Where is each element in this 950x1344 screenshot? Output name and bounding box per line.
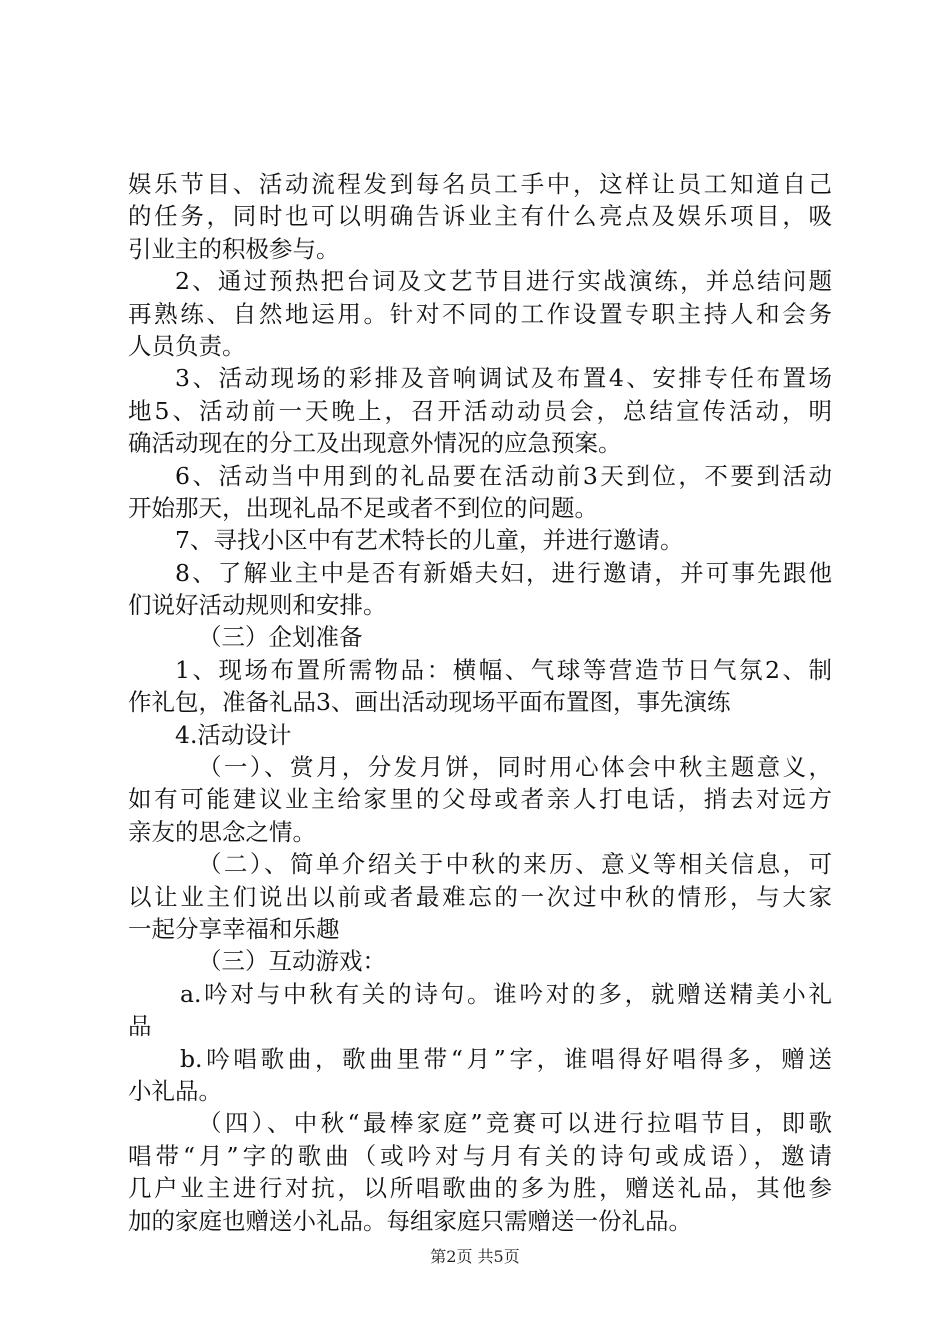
text-line: 引业主的积极参与。 [128,234,340,263]
text-line: 开始那天，出现礼品不足或者不到位的问题。 [128,493,598,522]
text-line: b.吟唱歌曲，歌曲里带“月”字，谁唱得好唱得多，赠送 [180,1044,832,1073]
text-line: 1、现场布置所需物品：横幅、气球等营造节日气氛2、制 [175,655,832,684]
page-footer: 第2页 共5页 [430,1247,520,1266]
text-line: 7、寻找小区中有艺术特长的儿童，并进行邀请。 [175,526,684,555]
text-line: 人员负责。 [128,331,246,360]
text-line: （一）、赏月，分发月饼，同时用心体会中秋主题意义， [198,753,832,782]
text-line: 加的家庭也赠送小礼品。每组家庭只需赠送一份礼品。 [128,1206,692,1235]
text-line: 6、活动当中用到的礼品要在活动前3天到位，不要到活动 [175,461,832,490]
document-body [128,168,832,1237]
text-line: 3、活动现场的彩排及音响调试及布置4、安排专任布置场 [175,364,832,393]
text-line: 确活动现在的分工及出现意外情况的应急预案。 [128,429,622,458]
text-line: 如有可能建议业主给家里的父母或者亲人打电话，捎去对远方 [128,785,832,814]
text-line: 作礼包，准备礼品3、画出活动现场平面布置图，事先演练 [128,688,731,717]
text-line: 亲友的思念之情。 [128,817,316,846]
text-line: （二）、简单介绍关于中秋的来历、意义等相关信息，可 [198,850,832,879]
text-line: 2、通过预热把台词及文艺节目进行实战演练，并总结问题 [175,267,832,296]
section-heading: （三）互动游戏： [198,947,386,976]
text-line: 以让业主们说出以前或者最难忘的一次过中秋的情形，与大家 [128,882,832,911]
text-line: 8、了解业主中是否有新婚夫妇，进行邀请，并可事先跟他 [175,558,832,587]
text-line: 地5、活动前一天晚上，召开活动动员会，总结宣传活动，明 [128,396,832,425]
text-line: 唱带“月”字的歌曲（或吟对与月有关的诗句或成语），邀请 [128,1141,832,1170]
section-heading: 4.活动设计 [175,720,292,749]
text-line: 的任务，同时也可以明确告诉业主有什么亮点及娱乐项目，吸 [128,202,832,231]
section-heading: （三）企划准备 [198,623,363,652]
text-line: 几户业主进行对抗，以所唱歌曲的多为胜，赠送礼品，其他参 [128,1174,832,1203]
text-line: 们说好活动规则和安排。 [128,591,387,620]
text-line: 娱乐节目、活动流程发到每名员工手中，这样让员工知道自己 [128,170,832,198]
text-line: 小礼品。 [128,1076,222,1105]
text-line: 再熟练、自然地运用。针对不同的工作设置专职主持人和会务 [128,299,832,328]
text-line: （四）、中秋“最棒家庭”竞赛可以进行拉唱节目，即歌 [198,1109,832,1138]
text-line: a.吟对与中秋有关的诗句。谁吟对的多，就赠送精美小礼 [180,979,832,1008]
text-line: 一起分享幸福和乐趣 [128,914,340,943]
text-line: 品 [128,1012,152,1041]
